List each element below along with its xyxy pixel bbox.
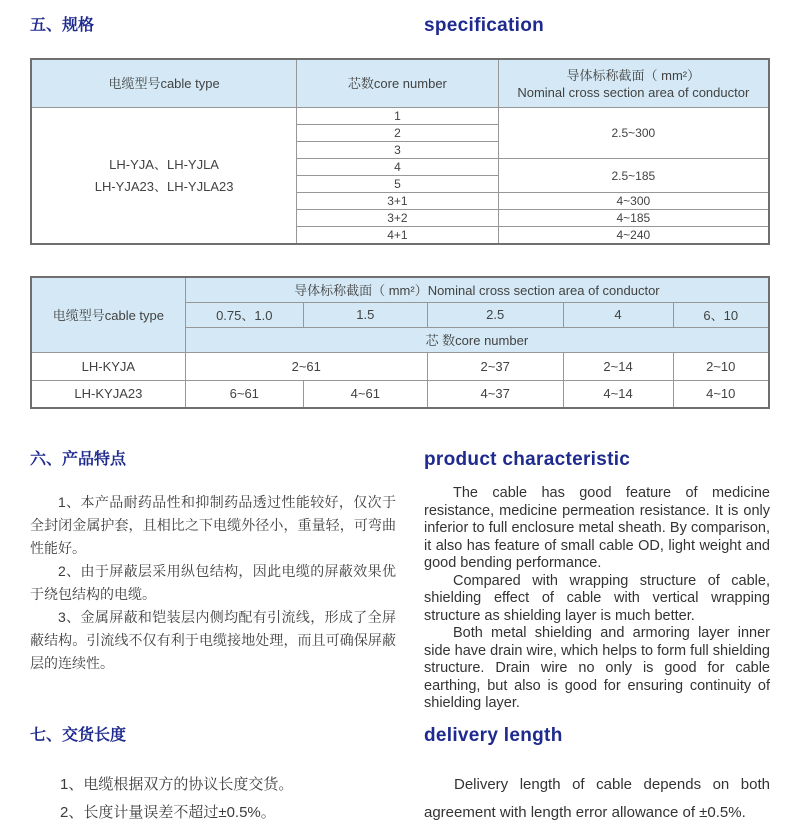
core-range-cell: 4~37: [427, 380, 563, 408]
table1-header-cross-section-zh: 导体标称截面（ mm²）: [566, 67, 701, 83]
section-delivery-zh-column: [30, 725, 396, 827]
core-number-cell: 4: [297, 159, 498, 176]
en-paragraph: The cable has good feature of medicine resistance, medicine permeation resistance. It is only inferior to full enclosure metal sheath. By comparison, it also has feature of small cable OD, light weight and good bending performance.: [424, 485, 770, 571]
section-product-title-zh: 六、产品特点: [30, 451, 127, 468]
table1-header-cross-section: [498, 59, 769, 108]
zh-list-item: 2、长度计量误差不超过±0.5%。: [60, 803, 276, 821]
section-delivery-en-column: [424, 725, 770, 827]
core-number-cell: 3+1: [297, 193, 498, 210]
zh-paragraph: 1、本产品耐药品性和抑制药品透过性能较好，仅次于全封闭金属护套，且相比之下电缆外径小，重量轻，可弯曲性能好。: [30, 494, 396, 556]
table1-cable-type-cell: [31, 108, 297, 245]
core-number-cell: 2: [297, 125, 498, 142]
core-range-cell: 4~14: [563, 380, 673, 408]
en-paragraph: Both metal shielding and armoring layer inner side have drain wire, which helps to form full shielding structure. Drain wire no only is good for cable earthing, but also is good for ensuring continuity of shielding layer.: [424, 625, 770, 711]
table-row: [31, 108, 769, 125]
section-product-zh-column: [30, 449, 396, 713]
table1-header-cable-type: 电缆型号cable type: [31, 59, 297, 108]
table2-header-cross-section: 导体标称截面（ mm²）Nominal cross section area of conductor: [185, 277, 769, 302]
section-product-zh-text: [30, 491, 396, 675]
zh-paragraph: 3、金属屏蔽和铠装层内侧均配有引流线，形成了全屏蔽结构。引流线不仅有利于电缆接地处理，而且可确保屏蔽层的连续性。: [30, 609, 396, 671]
cross-section-cell: 4~300: [498, 193, 769, 210]
core-range-cell: 2~10: [673, 352, 769, 380]
section-product-title-en: product characteristic: [424, 449, 631, 470]
table1-header-core-number: 芯数core number: [297, 59, 498, 108]
size-header-cell: 2.5: [427, 302, 563, 327]
core-range-cell: 6~61: [185, 380, 303, 408]
core-range-cell: 4~61: [303, 380, 427, 408]
table2-header-row1: [31, 277, 769, 302]
en-paragraph: Delivery length of cable depends on both agreement with length error allowance of ±0.5%.: [424, 775, 770, 821]
table-row: [31, 352, 769, 380]
cross-section-cell: 2.5~185: [498, 159, 769, 193]
cross-section-cell: 2.5~300: [498, 108, 769, 159]
section-product-en-column: [424, 449, 770, 713]
core-number-cell: 3+2: [297, 210, 498, 227]
core-number-cell: 4+1: [297, 227, 498, 245]
section-spec-title-en: specification: [424, 15, 545, 36]
core-range-cell: 2~61: [185, 352, 427, 380]
section-spec-title-zh: 五、规格: [30, 17, 95, 34]
core-range-cell: 2~14: [563, 352, 673, 380]
core-number-cell: 3: [297, 142, 498, 159]
core-range-cell: 4~10: [673, 380, 769, 408]
cable-type-cell: LH-KYJA23: [31, 380, 185, 408]
section-product: [30, 449, 770, 713]
cable-type-line1: LH-YJA、LH-YJLA: [109, 156, 219, 172]
cable-type-line2: LH-YJA23、LH-YJLA23: [94, 178, 234, 194]
table2-header-core-number: 芯 数core number: [185, 327, 769, 352]
section-product-en-text: [424, 485, 770, 713]
table1-header-cross-section-en: Nominal cross section area of conductor: [517, 84, 750, 100]
table1-header-row: [31, 59, 769, 108]
size-header-cell: 4: [563, 302, 673, 327]
cross-section-spec-table: [30, 276, 770, 409]
zh-list-item: 1、电缆根据双方的协议长度交货。: [60, 775, 294, 793]
table-row: [31, 380, 769, 408]
zh-paragraph: 2、由于屏蔽层采用纵包结构，因此电缆的屏蔽效果优于绕包结构的电缆。: [30, 563, 396, 602]
section-delivery-title-en: delivery length: [424, 724, 563, 746]
size-header-cell: 6、10: [673, 302, 769, 327]
cross-section-cell: 4~185: [498, 210, 769, 227]
section-spec-header: [30, 15, 770, 37]
cable-type-cell: LH-KYJA: [31, 352, 185, 380]
size-header-cell: 1.5: [303, 302, 427, 327]
size-header-cell: 0.75、1.0: [185, 302, 303, 327]
cross-section-cell: 4~240: [498, 227, 769, 245]
core-number-cell: 5: [297, 176, 498, 193]
core-number-cell: 1: [297, 108, 498, 125]
section-delivery-title-zh: 七、交货长度: [30, 726, 127, 744]
section-delivery: [30, 725, 770, 827]
en-paragraph: Compared with wrapping structure of cable, shielding effect of cable with vertical wrapping structure as shielding layer is much better.: [424, 572, 770, 624]
core-range-cell: 2~37: [427, 352, 563, 380]
core-number-spec-table: [30, 58, 770, 245]
table2-header-cable-type: 电缆型号cable type: [31, 277, 185, 352]
